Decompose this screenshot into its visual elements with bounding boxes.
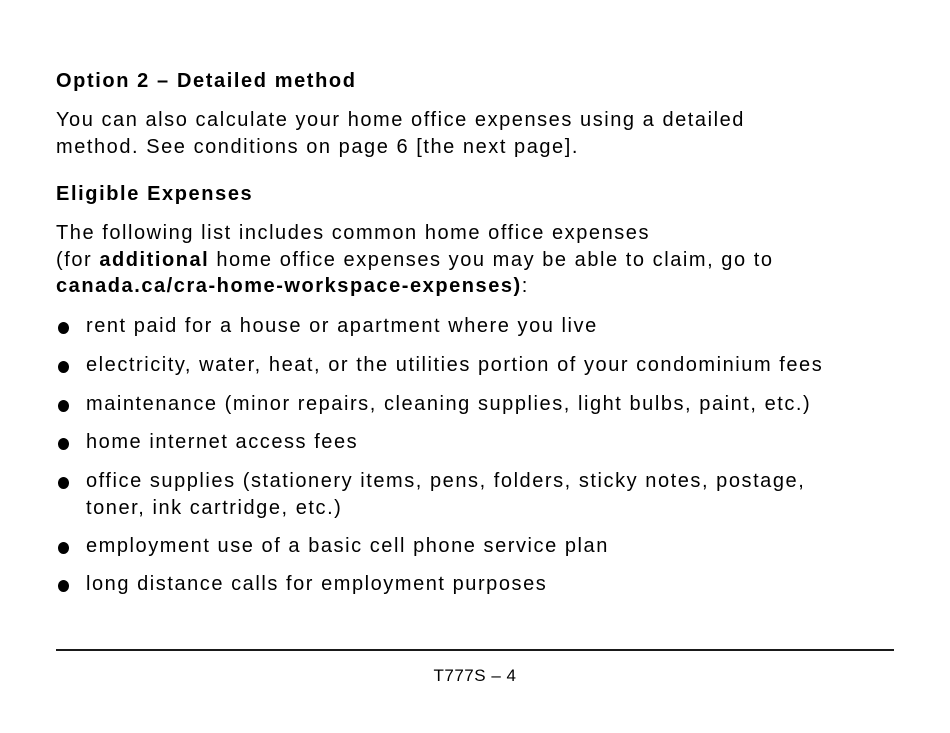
intro-line-2: method. See conditions on page 6 [the next page].	[56, 135, 579, 158]
list-intro-suffix: home office expenses you may be able to claim, go to	[209, 248, 774, 271]
bullet-icon	[58, 580, 69, 592]
page-number: T777S – 4	[433, 666, 517, 685]
list-intro-paragraph	[56, 220, 774, 300]
list-intro-line-2	[56, 247, 774, 274]
list-item-text: employment use of a basic cell phone service plan	[86, 535, 609, 557]
list-intro-line-1: The following list includes common home office expenses	[56, 222, 651, 244]
list-intro-prefix: (for	[56, 248, 100, 271]
subsection-title: Eligible Expenses	[56, 183, 254, 205]
list-item-text: office supplies (stationery items, pens, folders, sticky notes, postage,	[86, 470, 806, 492]
list-intro-line-3	[56, 273, 774, 300]
list-item-text: home internet access fees	[86, 431, 359, 453]
bullet-icon	[58, 400, 69, 412]
intro-line-1: You can also calculate your home office expenses using a detailed	[56, 109, 745, 131]
section-title: Option 2 – Detailed method	[56, 70, 357, 92]
list-intro-colon: :	[521, 275, 529, 297]
list-item-text: long distance calls for employment purposes	[86, 573, 548, 595]
bullet-icon	[58, 322, 69, 334]
bullet-icon	[58, 542, 69, 554]
list-item-text: electricity, water, heat, or the utilities portion of your condominium fees	[86, 354, 824, 376]
cra-link[interactable]: canada.ca/cra-home-workspace-expenses)	[56, 275, 522, 297]
intro-paragraph	[56, 107, 745, 160]
bullet-icon	[58, 438, 69, 450]
additional-emphasis: additional	[99, 248, 210, 271]
list-item-text: maintenance (minor repairs, cleaning supplies, light bulbs, paint, etc.)	[86, 393, 812, 415]
footer-divider	[56, 649, 894, 651]
bullet-icon	[58, 361, 69, 373]
list-item-text: rent paid for a house or apartment where you live	[86, 315, 598, 337]
list-item-text-continued: toner, ink cartridge, etc.)	[86, 496, 343, 519]
bullet-icon	[58, 477, 69, 489]
